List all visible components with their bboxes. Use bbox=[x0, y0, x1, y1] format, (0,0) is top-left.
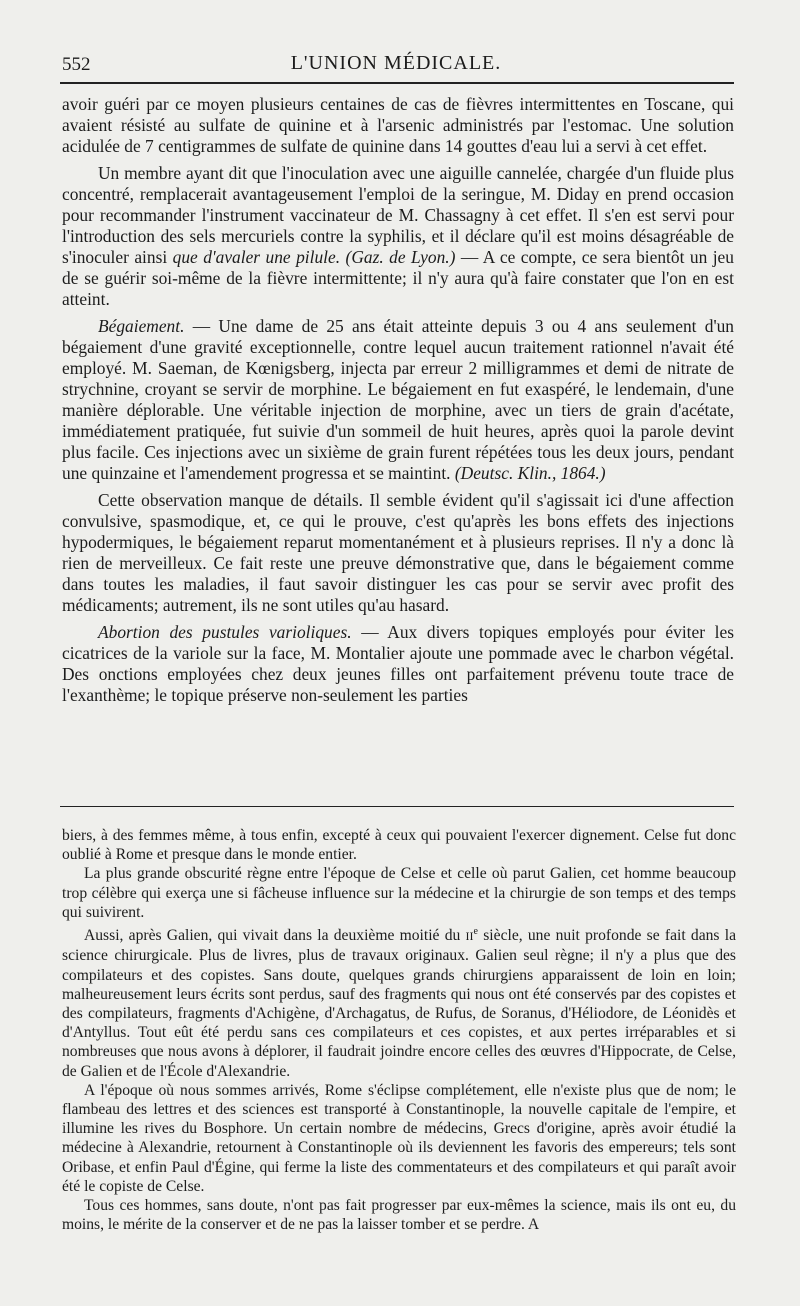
paragraph-quinine: avoir guéri par ce moyen plusieurs centaines de cas de fièvres intermittentes en Toscane, qui avaient résisté au sulfate de quinine et à l'arsenic administrés par l'estomac. Une solution acidulée de 7 centigrammes de sulfate de quinine dans 14 gouttes d'eau lui a servi à cet effet. bbox=[62, 94, 734, 156]
inoculation-emphasis: que d'avaler une pilule. bbox=[172, 247, 341, 267]
inoculation-source: (Gaz. de Lyon.) bbox=[345, 247, 456, 267]
main-column bbox=[62, 94, 734, 712]
running-header bbox=[62, 50, 730, 78]
paragraph-abortion bbox=[62, 622, 734, 706]
feuilleton-paragraph-celse: biers, à des femmes même, à tous enfin, excepté à ceux qui pouvaient l'exercer dignement. Celse fut donc oublié à Rome et presque dans le monde entier. bbox=[62, 827, 736, 864]
inoculation-conclusion: — A ce compte, ce sera bientôt un jeu de se guérir soi-même de la fièvre intermittente; il n'y aura qu'à faire constater que l'on en est atteint. bbox=[62, 247, 734, 309]
abortion-text: — Aux divers topiques employés pour éviter les cicatrices de la variole sur la face, M. Montalier ajoute une pommade avec le charbon végétal. Des onctions employées chez deux jeunes filles ont parfaitement prévenu toute trace de l'exanthème; le topique préserve non-seulement les parties bbox=[62, 622, 734, 705]
paragraph-begaiement bbox=[62, 316, 734, 484]
abortion-heading: Abortion des pustules varioliques. bbox=[98, 622, 352, 642]
begaiement-text: — Une dame de 25 ans était atteinte depuis 3 ou 4 ans seulement d'un bégaiement d'une gravité exceptionnelle, contre lequel aucun traitement rationnel n'avait été employé. M. Saeman, de Kœnigsberg, injecta par erreur 2 milligrammes et demi de nitrate de strychnine, croyant se servir de morphine. Le bégaiement en fut exaspéré, le lendemain, d'une manière déplorable. Une véritable injection de morphine, avec un tiers de grain d'acétate, immédiatement pratiquée, fut suivie d'un sommeil de huit heures, après quoi la parole devint plus facile. Ces injections avec un sixième de grain furent répétées tous les deux jours, pendant une quinzaine et l'amendement progressa et se maintint. bbox=[62, 316, 734, 483]
inoculation-text: Un membre ayant dit que l'inoculation avec une aiguille cannelée, chargée d'un fluide plus concentré, remplacerait avantageusement l'emploi de la seringue, M. Diday en prend occasion pour recommander l'instrument vaccinateur de M. Chassagny à cet effet. Il s'en est servi pour l'introduction des sels mercuriels contre la syphilis, et il déclare qu'il est moins désagréable de s'inoculer ainsi bbox=[62, 163, 734, 267]
feuilleton-paragraph-galien: La plus grande obscurité règne entre l'époque de Celse et celle où parut Galien, cet homme beaucoup trop célèbre qui exerça une si fâcheuse influence sur la médecine et la chirurgie de son temps et des temps qui suivirent. bbox=[62, 865, 736, 921]
century-superscript: e bbox=[473, 926, 478, 938]
begaiement-heading: Bégaiement. bbox=[98, 316, 185, 336]
journal-title: L'UNION MÉDICALE. bbox=[290, 52, 502, 74]
feuilleton-column bbox=[62, 826, 736, 1234]
compilateurs-text-end: siècle, une nuit profonde se fait dans la science chirurgicale. Plus de livres, plus de travaux originaux. Galien seul règne; il n'y a plus que des compilateurs et des copistes. Sans doute, quelques grands chirurgiens apparaissent de loin en loin; malheureusement leurs écrits sont perdus, sauf des fragments qui nous ont été conservés par des copistes et des compilateurs, fragments d'Achigène, d'Archagatus, de Rufus, de Soranus, d'Héliodore, de Léonidès et d'Antyllus. Tout eût été perdu sans ces compilateurs et ces copistes, et aux pertes irréparables et si nombreuses que nous avons à déplorer, il faudrait joindre encore celles des œuvres d'Hippocrate, de Celse, de Galien et de l'École d'Alexandrie. bbox=[62, 927, 736, 1080]
paragraph-inoculation bbox=[62, 163, 734, 310]
feuilleton-rule bbox=[60, 806, 734, 807]
page-number: 552 bbox=[62, 54, 91, 75]
paragraph-observation: Cette observation manque de détails. Il semble évident qu'il s'agissait ici d'une affection convulsive, spasmodique, et, ce qui le prouve, c'est qu'après les bons effets des injections hypodermiques, le bégaiement reparut momentanément et à plusieurs reprises. Il n'y a donc là rien de merveilleux. Ce fait reste une preuve démonstrative que, dans le bégaiement comme dans toutes les maladies, il faut savoir distinguer les cas pour se servir avec profit des médicaments; autrement, ils ne sont utiles qu'au hasard. bbox=[62, 490, 734, 615]
header-rule bbox=[60, 82, 734, 84]
feuilleton-paragraph-conclusion: Tous ces hommes, sans doute, n'ont pas fait progresser par eux-mêmes la science, mais ils ont eu, du moins, le mérite de la conserver et de ne pas la laisser tomber et se perdre. A bbox=[62, 1197, 736, 1234]
feuilleton-paragraph-constantinople: A l'époque où nous sommes arrivés, Rome s'éclipse complétement, elle n'existe plus que de nom; le flambeau des lettres et des sciences est transporté à Constantinople, la nouvelle capitale de l'empire, et illumine les rives du Bosphore. Un certain nombre de médecins, Grecs d'origine, après avoir étudié la médecine à Alexandrie, retournent à Constantinople où ils deviennent les favoris des empereurs; tels sont Oribase, et enfin Paul d'Égine, qui ferme la liste des commentateurs et des compilateurs et qui paraît avoir été le copiste de Celse. bbox=[62, 1081, 736, 1195]
century-numeral: II bbox=[465, 929, 474, 944]
feuilleton-paragraph-compilateurs bbox=[62, 922, 736, 1081]
compilateurs-text-start: Aussi, après Galien, qui vivait dans la deuxième moitié du bbox=[84, 927, 466, 945]
begaiement-source: (Deutsc. Klin., 1864.) bbox=[454, 463, 606, 483]
